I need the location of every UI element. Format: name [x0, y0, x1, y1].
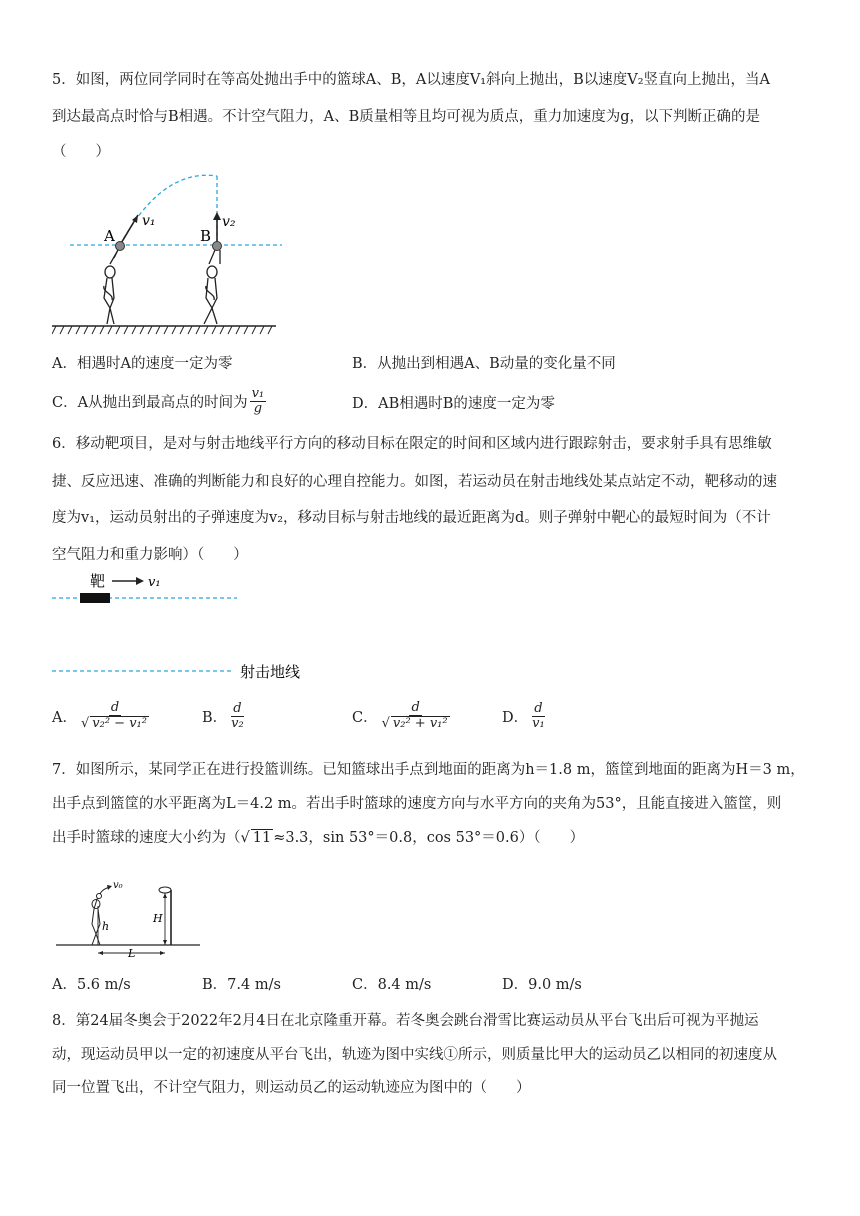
q6-option-a-denominator: √ v₂² − v₁² — [80, 716, 147, 731]
q5-option-c-text: C．A从抛出到最高点的时间为 — [52, 394, 248, 411]
q6-option-c-numerator: d — [411, 700, 420, 715]
q5-option-c-denominator: g — [253, 400, 263, 416]
q6-option-a-text: A． — [52, 709, 77, 726]
q5-label-v2: v₂ — [222, 214, 236, 230]
q5-line-1: 5．如图，两位同学同时在等高处抛出手中的篮球A、B，A以速度V₁斜向上抛出，B以速度V₂竖直向上抛出，当A — [52, 72, 771, 88]
q7-line-3-prefix: 出手时篮球的速度大小约为（ — [52, 830, 241, 846]
q6-option-d[interactable] — [502, 694, 549, 738]
q5-label-b: B — [200, 227, 212, 245]
q6-option-b-fraction — [229, 702, 246, 731]
q7-option-b[interactable]: B．7.4 m/s — [202, 977, 281, 993]
q5-line-2: 到达最高点时恰与B相遇。不计空气阻力，A、B质量相等且均可视为质点，重力加速度为g，以下判断正确的是 — [52, 109, 761, 125]
q6-option-d-fraction — [530, 702, 547, 731]
q7-line-2: 出手点到篮筐的水平距离为L＝4.2 m。若出手时篮球的速度方向与水平方向的夹角为53°，且能直接进入篮筐，则 — [52, 796, 782, 812]
q5-line-3: （ ） — [52, 144, 110, 160]
q7-sqrt: √ 11 — [240, 830, 272, 846]
q6-line-4: 空气阻力和重力影响）（ ） — [52, 547, 248, 563]
q6-option-b[interactable] — [202, 694, 248, 738]
q5-option-c-fraction — [250, 387, 267, 416]
q6-line-3: 度为v₁，运动员射出的子弹速度为v₂，移动目标与射击地线的最近距离为d。则子弹射中靶心的最短时间为（不计 — [52, 510, 771, 526]
q7-label-H: H — [153, 912, 163, 925]
q6-target-label: 靶 — [90, 572, 106, 590]
q7-figure — [52, 864, 212, 960]
q7-label-h: h — [102, 920, 110, 933]
q5-label-v1: v₁ — [142, 213, 156, 229]
q6-option-b-text: B． — [202, 709, 228, 726]
q7-option-d[interactable]: D．9.0 m/s — [502, 977, 582, 993]
q8-line-3: 同一位置飞出，不计空气阻力，则运动员乙的运动轨迹应为图中的（ ） — [52, 1080, 531, 1096]
q6-option-a-numerator: d — [110, 700, 120, 715]
q6-speed-label: v₁ — [148, 575, 161, 590]
q6-option-c-fraction — [380, 701, 452, 731]
q7-option-c[interactable]: C．8.4 m/s — [352, 977, 432, 993]
q6-option-b-numerator: d — [233, 700, 242, 716]
q6-option-d-numerator: d — [534, 700, 543, 716]
q5-option-a[interactable]: A．相遇时A的速度一定为零 — [52, 356, 233, 372]
q6-option-c-text: C． — [352, 709, 378, 726]
q6-option-d-denominator: v₁ — [532, 715, 545, 731]
q6-option-a-fraction — [79, 701, 151, 731]
q5-option-c[interactable] — [52, 382, 268, 420]
q7-line-1: 7．如图所示，某同学正在进行投篮训练。已知篮球出手点到地面的距离为h＝1.8 m，篮筐到地面的距离为H＝3 m， — [52, 762, 805, 778]
q5-option-c-numerator: v₁ — [251, 385, 265, 401]
q8-line-2: 动，现运动员甲以一定的初速度从平台飞出，轨迹为图中实线①所示，则质量比甲大的运动员乙以相同的初速度从 — [52, 1047, 777, 1063]
q7-line-3 — [52, 826, 584, 847]
q5-option-d[interactable]: D．AB相遇时B的速度一定为零 — [352, 396, 555, 412]
q7-student-figure — [92, 896, 100, 945]
q6-figure — [52, 566, 322, 688]
q6-line-2: 捷、反应迅速、准确的判断能力和良好的心理自控能力。如图，若运动员在射击地线处某点站定不动，靶移动的速 — [52, 474, 777, 490]
q7-option-a[interactable]: A．5.6 m/s — [52, 977, 131, 993]
q5-label-a: A — [104, 227, 115, 245]
q6-baseline-label: 射击地线 — [240, 663, 301, 681]
q7-label-v0: v₀ — [113, 880, 123, 891]
student-b-figure — [204, 250, 220, 324]
q6-line-1: 6．移动靶项目，是对与射击地线平行方向的移动目标在限定的时间和区域内进行跟踪射击，要求射手具有思维敏 — [52, 436, 772, 452]
q7-line-3-suffix: ≈3.3，sin 53°＝0.8，cos 53°＝0.6）（ ） — [273, 830, 585, 846]
q5-figure — [52, 168, 282, 340]
q7-label-L: L — [128, 947, 136, 960]
q6-option-b-denominator: v₂ — [231, 715, 244, 731]
student-a-figure — [104, 250, 118, 324]
q6-option-d-text: D． — [502, 709, 529, 726]
q6-option-c[interactable] — [352, 694, 454, 738]
q8-line-1: 8．第24届冬奥会于2022年2月4日在北京隆重开幕。若冬奥会跳台滑雪比赛运动员从平台飞出后可视为平抛运 — [52, 1013, 759, 1029]
q5-option-b[interactable]: B．从抛出到相遇A、B动量的变化量不同 — [352, 356, 616, 372]
q6-option-a[interactable] — [52, 694, 153, 738]
q6-option-c-denominator: √ v₂² + v₁² — [381, 716, 448, 731]
